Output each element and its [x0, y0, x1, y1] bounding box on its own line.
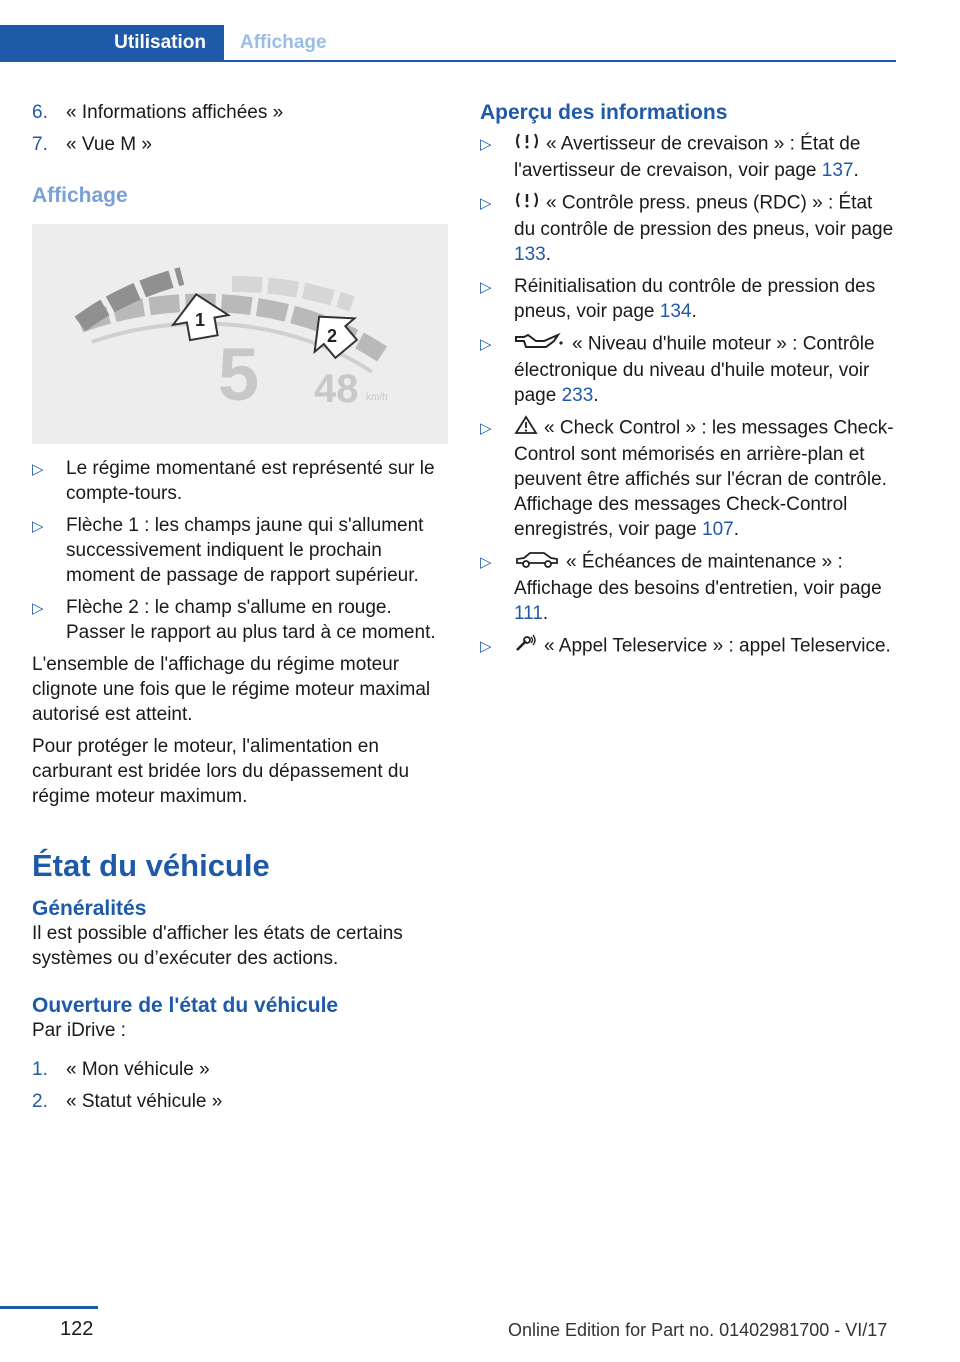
edition-note: Online Edition for Part no. 01402981700 - VI/17	[508, 1320, 888, 1340]
list-item: ▷ « Niveau d'huile moteur » : Contrôle électronique du niveau d'huile moteur, voir page 233.	[480, 331, 896, 408]
heading-ouverture: Ouverture de l'état du véhicule	[32, 994, 339, 1017]
page-link[interactable]: 233	[561, 385, 594, 406]
list-item: ▷ Le régime momentané est représenté sur le compte-tours.	[32, 458, 435, 504]
header-bar	[0, 0, 960, 62]
gear-indicator: 5	[218, 333, 260, 416]
header-divider	[0, 60, 896, 62]
heading-affichage: Affichage	[32, 184, 128, 207]
paragraph: L'ensemble de l'affichage du régime moteur clignote une fois que le régime moteur maximal autorisé est atteint.	[32, 654, 431, 725]
paragraph: Il est possible d'afficher les états de certains systèmes ou d’exécuter des actions.	[32, 923, 403, 969]
list-item: 2. « Statut véhicule »	[32, 1091, 223, 1112]
left-column	[32, 100, 448, 1121]
car-service-icon	[514, 549, 560, 576]
page-number: 122	[60, 1318, 94, 1340]
bullet-triangle-icon: ▷	[480, 420, 492, 437]
list-item: ▷ « Échéances de maintenance » : Affichage des besoins d'entretien, voir page 111.	[480, 549, 896, 626]
paragraph: Par iDrive :	[32, 1020, 126, 1041]
heading-etat-vehicule: État du véhicule	[32, 848, 270, 883]
paragraph: Pour protéger le moteur, l'alimentation en carburant est bridée lors du dépassement du régime moteur maximum.	[32, 736, 410, 807]
page-link[interactable]: 134	[659, 301, 692, 322]
heading-generalites: Généralités	[32, 897, 147, 920]
speed-unit: km/h	[366, 392, 388, 403]
oil-can-icon	[514, 331, 566, 358]
list-item: ▷ « Check Control » : les messages Check-Control sont mémorisés en arrière-plan et peuvent être affichés sur l'écran de contrôle. Affichage des messages Check-Control enregistrés, voir page 107.	[480, 415, 896, 542]
list-item: ▷ « Contrôle press. pneus (RDC) » : État du contrôle de pression des pneus, voir page 133.	[480, 190, 896, 267]
bullet-triangle-icon: ▷	[480, 336, 492, 353]
list-item: 6. « Informations affichées »	[32, 102, 284, 123]
bullet-triangle-icon: ▷	[480, 195, 492, 212]
bullet-triangle-icon: ▷	[480, 279, 492, 296]
svg-text:1: 1	[194, 310, 206, 330]
list-item: ▷ « Avertisseur de crevaison » : État de l'avertisseur de crevaison, voir page 137.	[480, 131, 896, 183]
wrench-signal-icon	[514, 633, 538, 660]
tab-affichage[interactable]: Affichage	[240, 32, 327, 53]
page-link[interactable]: 111	[514, 603, 543, 624]
tire-warning-icon	[514, 131, 540, 158]
bullet-triangle-icon: ▷	[32, 518, 44, 535]
bullet-triangle-icon: ▷	[480, 638, 492, 655]
list-item: ▷ Réinitialisation du contrôle de pression des pneus, voir page 134.	[480, 276, 876, 322]
bullet-triangle-icon: ▷	[480, 554, 492, 571]
warning-triangle-icon	[514, 415, 538, 442]
list-item: ▷ « Appel Teleservice » : appel Teleservice.	[480, 633, 896, 660]
page-link[interactable]: 133	[514, 244, 546, 265]
svg-text:2: 2	[326, 326, 338, 346]
bullet-triangle-icon: ▷	[32, 600, 44, 617]
bullet-triangle-icon: ▷	[32, 461, 44, 478]
footer-divider	[0, 1306, 98, 1309]
list-item: ▷ Flèche 1 : les champs jaune qui s'allument successivement indiquent le prochain moment de passage de rapport supérieur.	[32, 515, 424, 586]
list-item: 7. « Vue M »	[32, 134, 152, 155]
page-link[interactable]: 137	[821, 160, 854, 181]
tachometer-figure	[32, 224, 448, 444]
bullet-triangle-icon: ▷	[480, 136, 492, 153]
list-item: ▷ Flèche 2 : le champ s'allume en rouge. Passer le rapport au plus tard à ce moment.	[32, 597, 436, 643]
page-link[interactable]: 107	[702, 519, 734, 540]
list-item: 1. « Mon véhicule »	[32, 1059, 210, 1080]
tab-utilisation[interactable]: Utilisation	[0, 25, 224, 61]
tire-pressure-icon	[514, 190, 540, 217]
right-column	[480, 100, 896, 667]
speed-readout: 48	[314, 367, 359, 411]
heading-apercu: Aperçu des informations	[480, 101, 728, 124]
